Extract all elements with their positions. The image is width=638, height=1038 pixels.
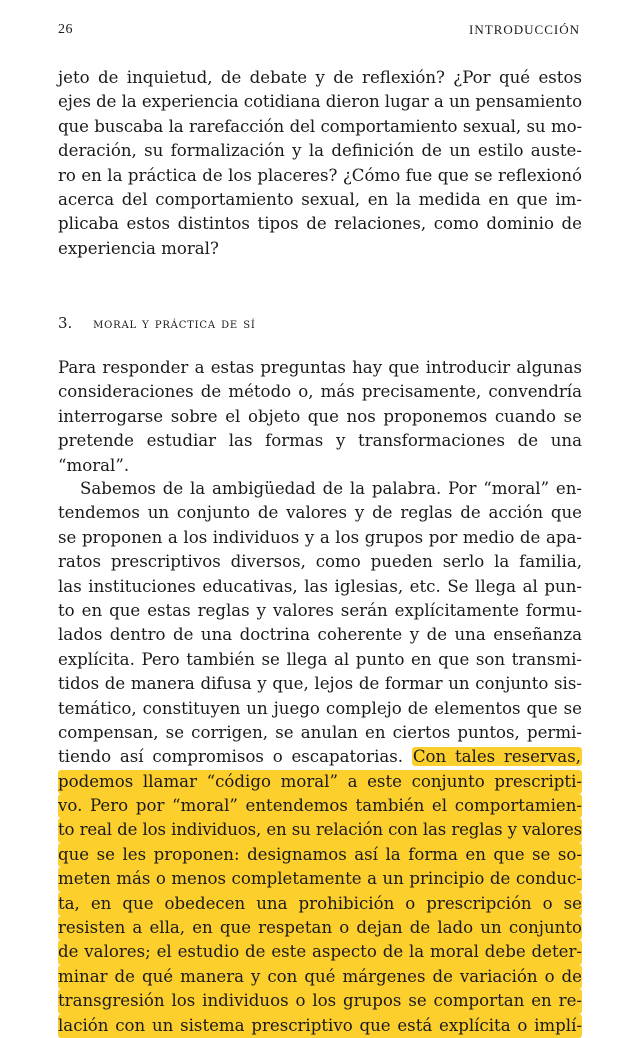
highlighted-text-line: transgresión los individuos o los grupos se comportan en re- <box>58 989 582 1013</box>
text-line: Para responder a estas preguntas hay que introducir algunas <box>58 358 582 377</box>
text-line: explícita. Pero también se llega al punto en que son transmi- <box>58 649 582 669</box>
text-line: tendemos un conjunto de valores y de reglas de acción que <box>58 503 582 523</box>
paragraph-1 <box>58 66 582 261</box>
text-line: experiencia moral? <box>58 238 219 258</box>
text-line: acerca del comportamiento sexual, en la medida en que im- <box>58 189 582 209</box>
text-line: jeto de inquietud, de debate y de reflexión? ¿Por qué estos <box>58 68 582 87</box>
text-line: Sabemos de la ambigüedad de la palabra. Por “moral” en- <box>80 479 582 498</box>
highlighted-text-line: podemos llamar “código moral” a este conjunto prescripti- <box>58 770 582 794</box>
highlighted-text-line: minar de qué manera y con qué márgenes de variación o de <box>58 965 582 989</box>
text-line: to en que estas reglas y valores serán explícitamente formu- <box>58 600 582 620</box>
highlighted-text-line: vo. Pero por “moral” entendemos también el comportamien- <box>58 794 582 818</box>
section-heading <box>58 314 256 332</box>
highlighted-text-line: meten más o menos completamente a un principio de conduc- <box>58 867 582 891</box>
text-line: que buscaba la rarefacción del comportamiento sexual, su mo- <box>58 116 582 136</box>
highlighted-text-line: ta, en que obedecen una prohibición o prescripción o se <box>58 892 582 916</box>
text-line: deración, su formalización y la definición de un estilo auste- <box>58 141 582 161</box>
text-line: plicaba estos distintos tipos de relaciones, como dominio de <box>58 214 582 234</box>
page-number: 26 <box>58 22 73 37</box>
highlighted-text-line: to real de los individuos, en su relación con las reglas y valores <box>58 818 582 842</box>
text-line: interrogarse sobre el objeto que nos proponemos cuando se <box>58 406 582 426</box>
text-line: ejes de la experiencia cotidiana dieron lugar a un pensamiento <box>58 92 582 112</box>
text-line: consideraciones de método o, más precisamente, convendría <box>58 382 582 402</box>
text-line: temático, constituyen un juego complejo de elementos que se <box>58 698 582 718</box>
highlighted-text-segment: Con tales reservas, <box>412 747 581 767</box>
section-title: moral y práctica de sí <box>93 316 256 332</box>
paragraph-3 <box>58 477 582 1038</box>
text-line: tidos de manera difusa y que, lejos de formar un conjunto sis- <box>58 674 582 694</box>
section-number: 3. <box>58 314 73 332</box>
page-header <box>58 22 580 42</box>
highlighted-text-line: lación con un sistema prescriptivo que está explícita o implí- <box>58 1014 582 1038</box>
highlighted-text-line: de valores; el estudio de este aspecto de la moral debe deter- <box>58 940 582 964</box>
text-line: las instituciones educativas, las iglesias, etc. Se llega al pun- <box>58 576 582 596</box>
highlighted-text-line: que se les proponen: designamos así la forma en que se so- <box>58 843 582 867</box>
text-line: ro en la práctica de los placeres? ¿Cómo fue que se reflexionó <box>58 165 582 185</box>
text-line: lados dentro de una doctrina coherente y de una enseñanza <box>58 625 582 645</box>
text-line: ratos prescriptivos diversos, como pueden serlo la familia, <box>58 552 582 572</box>
text-line: compensan, se corrigen, se anulan en ciertos puntos, permi- <box>58 722 582 742</box>
paragraph-2 <box>58 356 582 478</box>
text-line: “moral”. <box>58 455 130 475</box>
running-head: INTRODUCCIÓN <box>469 22 580 37</box>
text-line: pretende estudiar las formas y transformaciones de una <box>58 431 582 451</box>
highlighted-text-line: resisten a ella, en que respetan o dejan de lado un conjunto <box>58 916 582 940</box>
plain-text-segment: tiendo así compromisos o escapatorias. <box>58 747 412 767</box>
text-line: se proponen a los individuos y a los grupos por medio de apa- <box>58 527 582 547</box>
text-line-split <box>58 745 582 769</box>
